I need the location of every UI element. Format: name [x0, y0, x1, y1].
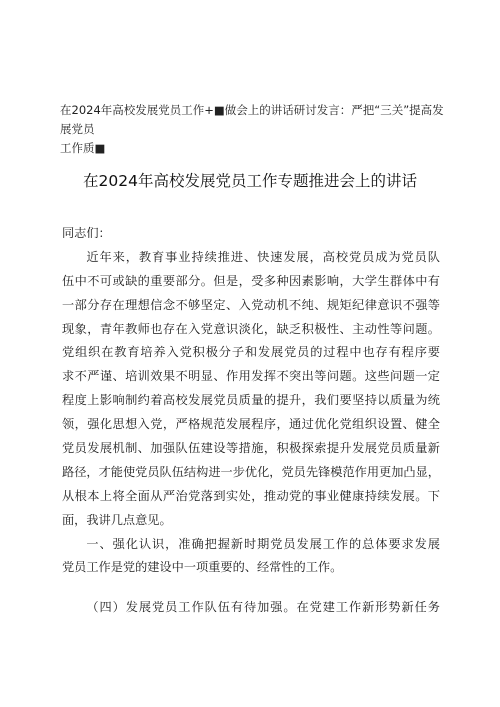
- body-line: 党员发展机制、加强队伍建设等措施，积极探索提升发展党员质量新: [62, 441, 440, 456]
- body-line: 一部分存在理想信念不够坚定、入党动机不纯、规矩纪律意识不强等: [62, 297, 440, 312]
- document-body: [62, 222, 440, 620]
- file-title: [60, 101, 450, 158]
- body-line: 一、强化认识，准确把握新时期党员发展工作的总体要求发展: [86, 536, 440, 551]
- body-line: 党组织在教育培养入党积极分子和发展党员的过程中也存有程序要: [62, 345, 440, 360]
- paragraph-gap: [62, 580, 440, 596]
- body-line: 从根本上将全面从严治党落到实处，推动党的事业健康持续发展。下: [62, 488, 440, 503]
- body-line: 领，强化思想入党，严格规范发展程序，通过优化党组织设置、健全: [62, 417, 440, 432]
- document-title: 在2024年高校发展党员工作专题推进会上的讲话: [83, 172, 417, 190]
- body-line: 伍中不可或缺的重要部分。但是，受多种因素影响，大学生群体中有: [62, 273, 440, 288]
- body-line: 程度上影响制约着高校发展党员质量的提升，我们要坚持以质量为统: [62, 393, 440, 408]
- body-line: 面，我讲几点意见。: [62, 512, 172, 527]
- body-line: 同志们：: [62, 226, 111, 240]
- file-title-line-2: 工作质■: [60, 141, 106, 155]
- body-line: 党员工作是党的建设中一项重要的、经常性的工作。: [62, 560, 343, 575]
- body-line: （四）发展党员工作队伍有待加强。在党建工作新形势新任务: [86, 600, 440, 615]
- body-line: 求不严谨、培训效果不明显、作用发挥不突出等问题。这些问题一定: [62, 369, 440, 384]
- body-line: 近年来，教育事业持续推进、快速发展，高校党员成为党员队: [86, 249, 440, 264]
- file-title-line-1: 在2024年高校发展党员工作+■做会上的讲话研讨发言：严把“三关”提高发展党员: [60, 103, 444, 136]
- body-line: 现象，青年教师也存在入党意识淡化，缺乏积极性、主动性等问题。: [62, 321, 440, 336]
- body-line: 路径，才能使党员队伍结构进一步优化，党员先锋模范作用更加凸显，: [62, 464, 440, 479]
